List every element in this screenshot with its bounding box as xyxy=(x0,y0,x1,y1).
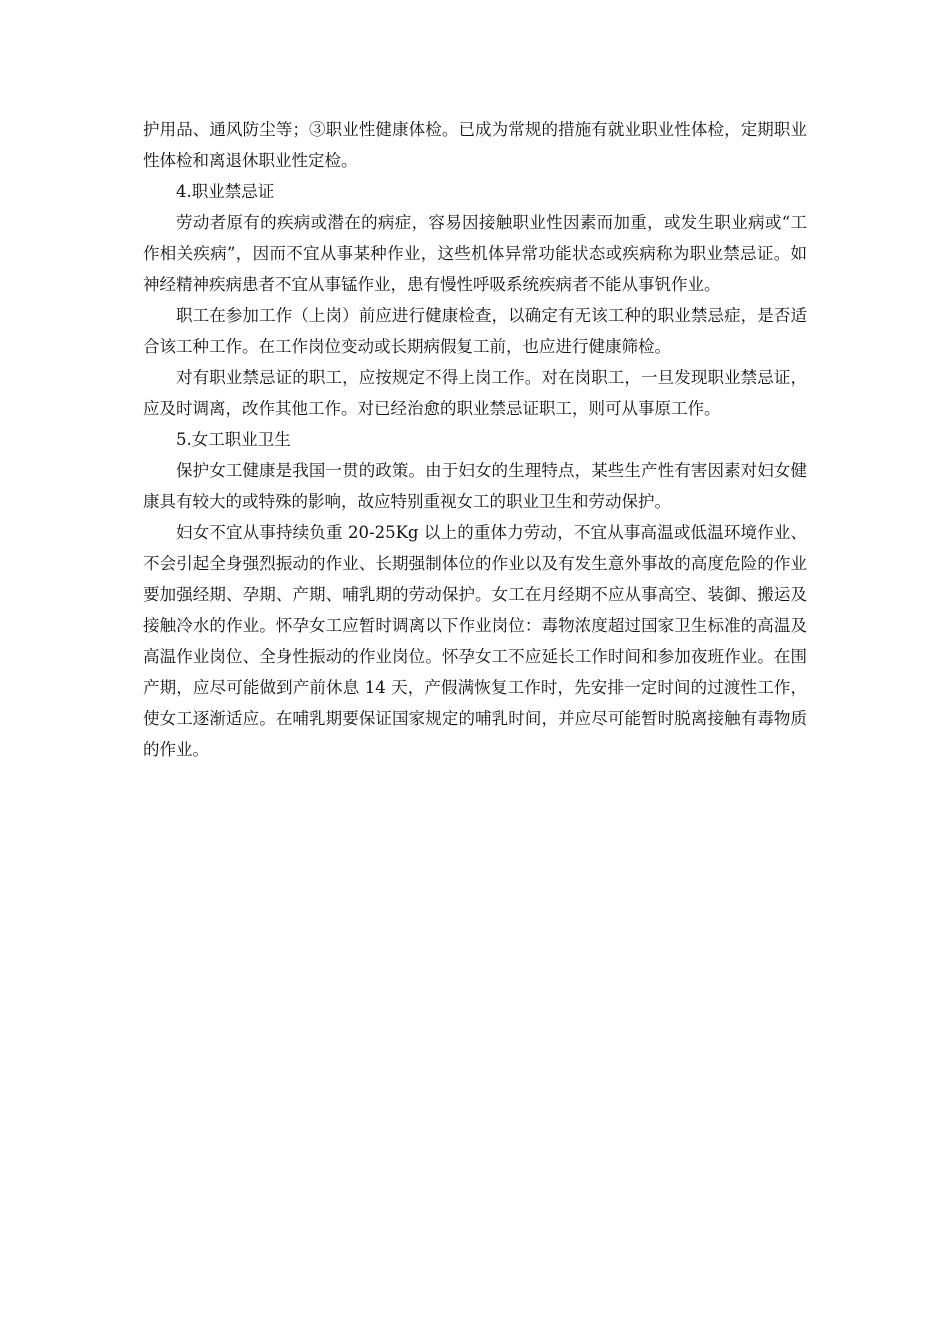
paragraph-health-check: 职工在参加工作（上岗）前应进行健康检查，以确定有无该工种的职业禁忌症，是否适合该工种工作。在工作岗位变动或长期病假复工前，也应进行健康筛检。 xyxy=(143,306,807,356)
paragraph-protection: 妇女不宜从事持续负重 20-25Kg 以上的重体力劳动，不宜从事高温或低温环境作业、不会引起全身强烈振动的作业、长期强制体位的作业以及有发生意外事故的高度危险的作业要加强经期、孕期、产期、哺乳期的劳动保护。女工在月经期不应从事高空、装御、搬运及接触冷水的作业。怀孕女工应暂时调离以下作业岗位：毒物浓度超过国家卫生标准的高温及高温作业岗位、全身性振动的作业岗位。怀孕女工不应延长工作时间和参加夜班作业。在围产期，应尽可能做到产前休息 14 天，产假满恢复工作时，先安排一定时间的过渡性工作，使女工逐渐适应。在哺乳期要保证国家规定的哺乳时间，并应尽可能暂时脱离接触有毒物质的作业。 xyxy=(143,523,807,759)
paragraph-definition: 劳动者原有的疾病或潜在的病症，容易因接触职业性因素而加重，或发生职业病或“工作相关疾病”，因而不宜从事某种作业，这些机体异常功能状态或疾病称为职业禁忌证。如神经精神疾病患者不宜从事锰作业，患有慢性呼吸系统疾病者不能从事钒作业。 xyxy=(143,213,807,294)
paragraph-reassignment: 对有职业禁忌证的职工，应按规定不得上岗工作。对在岗职工，一旦发现职业禁忌证，应及时调离，改作其他工作。对已经治愈的职业禁忌证职工，则可从事原工作。 xyxy=(143,368,807,418)
paragraph-policy: 保护女工健康是我国一贯的政策。由于妇女的生理特点，某些生产性有害因素对妇女健康具有较大的或特殊的影响，故应特别重视女工的职业卫生和劳动保护。 xyxy=(143,461,807,511)
section-heading-4: 4.职业禁忌证 xyxy=(176,182,275,201)
document-page xyxy=(143,114,807,765)
paragraph-continuation: 护用品、通风防尘等；③职业性健康体检。已成为常规的措施有就业职业性体检，定期职业性体检和离退休职业性定检。 xyxy=(143,120,807,170)
section-heading-5: 5.女工职业卫生 xyxy=(176,430,291,449)
